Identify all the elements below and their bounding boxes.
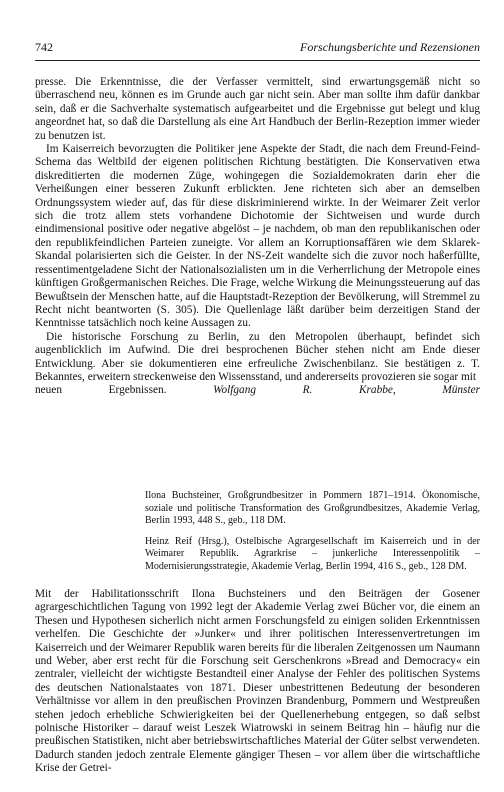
review-body-second: [35, 588, 480, 776]
running-title: Forschungsberichte und Rezensionen: [300, 40, 480, 54]
paragraph: Die historische Forschung zu Berlin, zu den Metropolen überhaupt, befindet sich augenblicklich im Aufwind. Die drei besprochenen Bücher stehen nicht am Ende dieser Entwicklung. Aber sie dokumentieren eine erfreuliche Zwischenbilanz. Sie bestätigen z. T. Bekanntes, erweitern streckenweise den Wissensstand, und andererseits provozieren sie sogar mit: [35, 330, 480, 383]
closing-text: neuen Ergebnissen.: [35, 384, 167, 397]
header-rule: [35, 60, 480, 61]
paragraph: presse. Die Erkenntnisse, die der Verfasser vermittelt, sind erwartungsgemäß nicht so überraschend neu, können es im Grunde auch gar nicht sein. Aber man sollte ihm dafür dankbar sein, daß er die Sachverhalte systematisch aufgearbeitet und die Ergebnisse gut belegt und klug angeordnet hat, so daß die Darstellung als eine Art Handbuch der Berlin-Rezeption immer wieder zu benutzen ist.: [35, 76, 480, 142]
reference-entry: Ilona Buchsteiner, Großgrundbesitzer in Pommern 1871–1914. Ökonomische, soziale und politische Transformation des Großgrundbesitzes, Akademie Verlag, Berlin 1993, 448 S., geb., 118 DM.: [145, 490, 480, 526]
signature-line: [35, 384, 480, 397]
paragraph: Im Kaiserreich bevorzugten die Politiker jene Aspekte der Stadt, die nach dem Freund-Feind-Schema das Weltbild der eigenen politischen Richtung bestätigten. Die Konservativen etwa diskreditierten die modernen Züge, wohingegen die Sozialdemokraten darin eher die Verheißungen einer besseren Zukunft erblickten. Jene richteten sich aber an demselben Ordnungssystem wieder auf, das für diese diskriminierend wirkte. In der Weimarer Zeit verlor sich die trotz allem stets vorhandene Dichotomie der Sichtweisen und wurde durch eindimensional positive oder negative abgelöst – je nachdem, ob man den republikanischen oder den republikfeindlichen Parteien zuneigte. Vor allem an Korruptionsaffären wie dem Sklarek-Skandal polarisierten sich die Geister. In der NS-Zeit wandelte sich die zuvor noch haßerfüllte, ressentimentgeladene Sicht der Nationalsozialisten um in die Verherrlichung der Metropole eines künftigen Großgermanischen Reiches. Die Frage, welche Wirkung die Meinungssteuerung auf das Bewußtsein der Menschen hatte, auf die Hauptstadt-Rezeption der Bevölkerung, will Stremmel zu Recht nicht beantworten (S. 305). Die Quellenlage läßt darüber beim derzeitigen Stand der Kenntnisse tatsächlich noch keine Aussagen zu.: [35, 143, 480, 330]
review-body-first: [35, 76, 480, 398]
page-number: 742: [35, 40, 53, 54]
running-header: [35, 40, 480, 56]
paragraph: Mit der Habilitationsschrift Ilona Buchsteiners und den Beiträgen der Gosener agrargeschichtlichen Tagung von 1992 legt der Akademie Verlag zwei Bücher vor, die einem an Thesen und Hypothesen sicherlich nicht armen Forschungsfeld zu einigen soliden Erkenntnissen verhelfen. Die Geschichte der »Junker« und ihrer politischen Interessenvertretungen im Kaiserreich und der Weimarer Republik waren bereits für die liberalen Zeitgenossen um Naumann und Weber, aber erst recht für die Forschung seit Gerschenkrons »Bread and Democracy« ein zentraler, vielleicht der wichtigste Bestandteil einer Analyse der Fehler des politischen Systems des deutschen Nationalstaates von 1871. Dieser unbestrittenen Bedeutung der besonderen Verhältnisse vor allem in den preußischen Provinzen Brandenburg, Pommern und Westpreußen stehen jedoch erhebliche Schwierigkeiten bei der Quellenerhebung entgegen, so daß selbst polnische Historiker – darauf weist Leszek Wiatrowski in seinem Beitrag hin – häufig nur die preußischen Statistiken, nicht aber betriebswirtschaftliches Material der Güter selbst verwendeten. Dadurch standen jedoch zentrale Elemente gängiger Thesen – vor allem über die wirtschaftliche Krise der Getrei-: [35, 588, 480, 775]
reference-entry: Heinz Reif (Hrsg.), Ostelbische Agrargesellschaft im Kaiserreich und in der Weimarer Republik. Agrarkrise – junkerliche Interessenpolitik – Modernisierungsstrategie, Akademie Verlag, Berlin 1994, 416 S., geb., 128 DM.: [145, 535, 480, 572]
bibliographic-references: [145, 490, 480, 581]
author-signature: Wolfgang R. Krabbe, Münster: [213, 384, 480, 397]
